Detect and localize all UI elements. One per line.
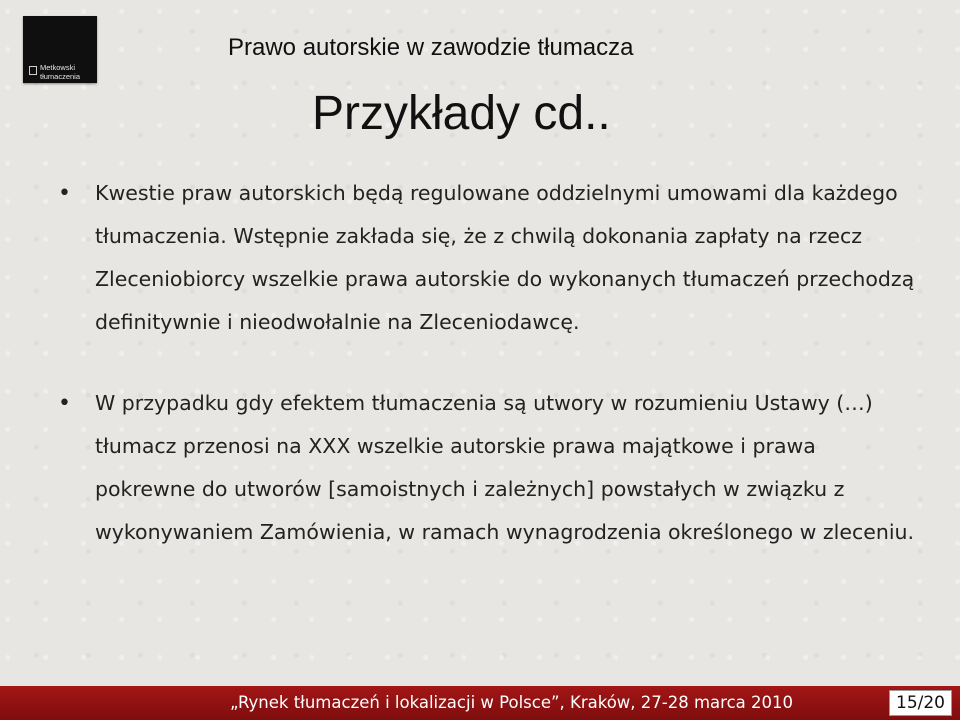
- page-number: 15/20: [889, 690, 952, 716]
- logo-line-2: tłumaczenia: [40, 72, 81, 81]
- bullet-list: [58, 172, 918, 554]
- logo-line-1: Metkowski: [40, 63, 76, 72]
- logo-text: [40, 63, 80, 81]
- bullet-item: • Kwestie praw autorskich będą regulowane oddzielnymi umowami dla każdego tłumaczenia. Wstępnie zakłada się, że z chwilą dokonania zapłaty na rzecz Zleceniobiorcy wszelkie prawa autorskie do wykonanych tłumaczeń przechodzą definitywnie i nieodwołalnie na Zleceniodawcę.: [58, 172, 918, 344]
- footer-bar: [0, 686, 960, 720]
- presentation-subtitle: Prawo autorskie w zawodzie tłumacza: [228, 34, 634, 61]
- footer-event-text: „Rynek tłumaczeń i lokalizacji w Polsce”, Kraków, 27-28 marca 2010: [230, 693, 794, 712]
- company-logo: [23, 16, 97, 83]
- slide-title: Przykłady cd..: [312, 87, 611, 140]
- bullet-item: • W przypadku gdy efektem tłumaczenia są utwory w rozumieniu Ustawy (…) tłumacz przenosi na XXX wszelkie autorskie prawa majątkowe i prawa pokrewne do utworów [samoistnych i zależnych] powstałych w związku z wykonywaniem Zamówienia, w ramach wynagrodzenia określonego w zleceniu.: [58, 382, 918, 554]
- logo-mark-icon: [29, 66, 37, 75]
